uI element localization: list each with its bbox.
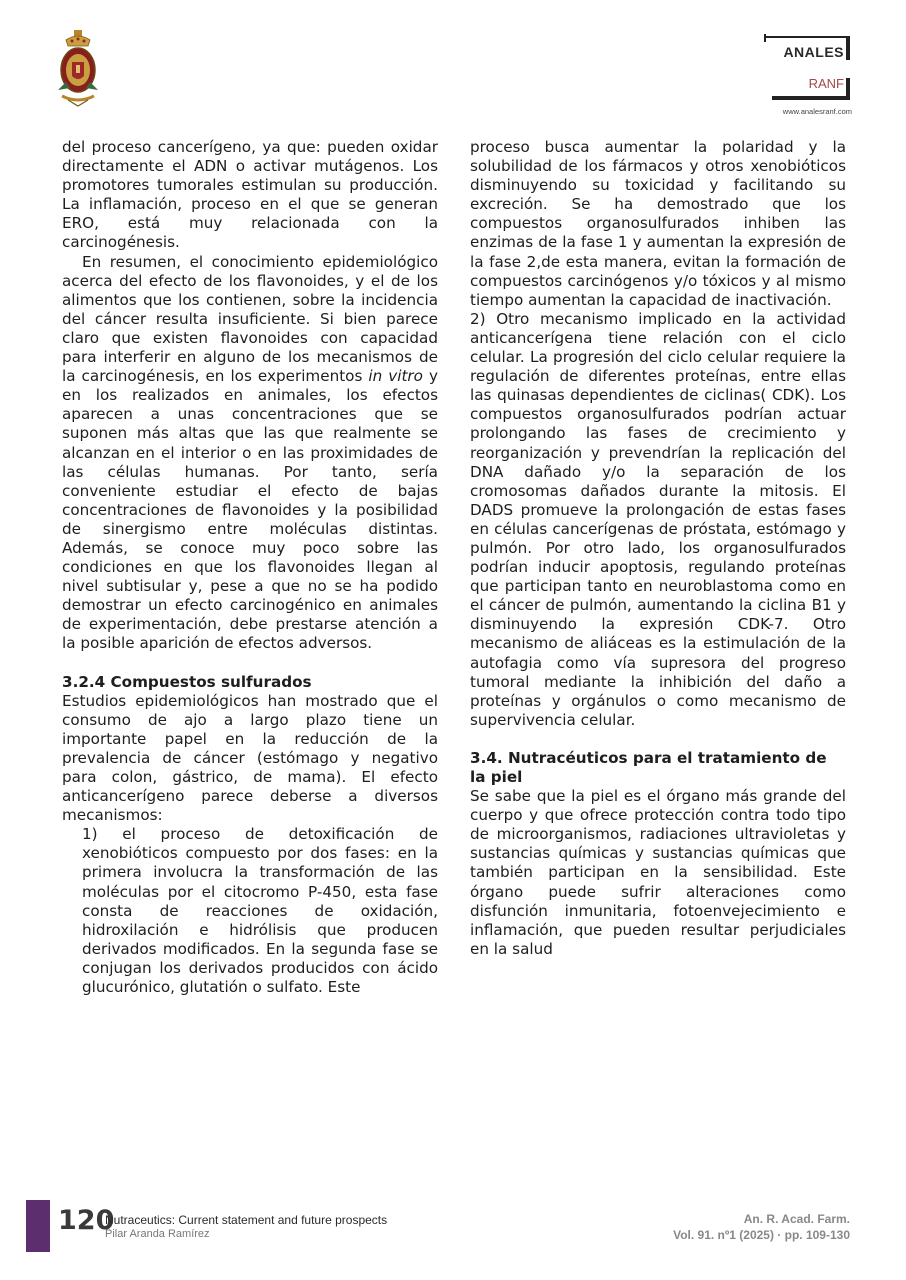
logo-text-ranf: RANF [808,76,844,91]
right-column [470,138,846,959]
paragraph-cell-cycle: 2) Otro mecanismo implicado en la actividad anticancerígena tiene relación con el ciclo celular. La progresión del ciclo celular requiere la regulación de diferentes proteínas, entre ellas las quinasas dependientes de ciclinas( CDK). Los compuestos organosulfurados podrían actuar prolongando las fases de crecimiento y reorganización y prevendrían la replicación del DNA dañado y/o la separación de los cromosomas dañados durante la mitosis. El DADS promueve la prolongación de estas fases en células cancerígenas de próstata, estómago y pulmón. Por otro lado, los organosulfurados podrían inducir apoptosis, regulando proteínas que participan tanto en neuroblastoma como en el cáncer de pulmón, aumentando la ciclina B1 y disminuyendo la expresión CDK-7. Otro mecanismo de aliáceas es la estimulación de la autofagia como vía supresora del progreso tumoral mediante la inhibición del daño a proteínas y orgánulos o como mecanismo de supervivencia celular. [470,309,846,729]
paragraph-detoxification: 1) el proceso de detoxificación de xenobióticos compuesto por dos fases: en la primera involucra la transformación de las moléculas por el citocromo P-450, esta fase consta de reacciones de oxidación, hidroxilación e hidrólisis que producen derivados modificados. En la segunda fase se conjugan los derivados producidos con ácido glucurónico, glutatión o sulfato. Este [82,825,438,997]
paragraph-epidemiology: Estudios epidemiológicos han mostrado que el consumo de ajo a largo plazo tiene un importante papel en la reducción de la prevalencia de cáncer (estómago y negativo para colon, gástrico, de mama). El efecto anticancerígeno parece deberse a diversos mecanismos: [62,691,438,825]
paragraph-summary-part1: En resumen, el conocimiento epidemiológico acerca del efecto de los flavonoides, y el de los alimentos que los contienen, sobre la incidencia del cáncer resulta insuficiente. Si bien parece claro que existen flavonoides con capacidad para interferir en alguno de los mecanismos de la carcinogénesis, en los experimentos [62,252,438,386]
journal-logo [742,34,852,116]
academy-crest-logo [52,30,104,108]
footer-accent-bar [26,1200,50,1252]
paragraph-summary-part2: y en los realizados en animales, los efectos aparecen a unas concentraciones que se suponen más altas que las que realmente se alcanzan en el interior o en las proximidades de las células humanas. Por tanto, sería conveniente estudiar el efecto de bajas concentraciones de flavonoides y la posibilidad de sinergismo entre moléculas distintas. Además, se conoce muy poco sobre las condiciones en que los flavonoides llegan al nivel subtisular y, pese a que no se ha podido demostrar un efecto carcinogénico en animales de experimentación, debe prestarse atención a la posible aparición de efectos adversos. [62,367,438,653]
paragraph-summary [62,253,438,654]
left-column [62,138,438,997]
page-number: 120 [58,1205,115,1236]
section-heading-skin: 3.4. Nutracéuticos para el tratamiento de la piel [470,748,827,786]
paragraph-skin: Se sabe que la piel es el órgano más grande del cuerpo y que ofrece protección contra todo tipo de microorganismos, radiaciones ultravioletas y sustancias químicas y sustancias químicas que también participan en la sensibilidad. Este órgano puede sufrir alteraciones como disfunción inmunitaria, fotoenvejecimiento e inflamación, que pueden resultar perjudiciales en la salud [470,787,846,958]
footer-volume: Vol. 91. nº1 (2025) · pp. 109-130 [673,1228,850,1242]
footer-author: Pilar Aranda Ramírez [105,1228,210,1240]
paragraph-cancer-process: del proceso cancerígeno, ya que: pueden oxidar directamente el ADN o activar mutágenos. Los promotores tumorales estimulan su producción. La inflamación, proceso en el que se generan ERO, está muy relacionada con la carcinogénesis. [62,138,438,252]
paragraph-polarity: proceso busca aumentar la polaridad y la solubilidad de los fármacos y otros xenobióticos disminuyendo su toxicidad y facilitando su excreción. Se ha demostrado que los compuestos organosulfurados inhiben las enzimas de la fase 1 y aumentan la expresión de la fase 2,de esta manera, evitan la formación de compuestos carcinógenos y/o tóxicos y al mismo tiempo aumentan la capacidad de inactivación. [470,138,846,309]
section-heading-sulfur-compounds: 3.2.4 Compuestos sulfurados [62,672,312,691]
logo-text-anales: ANALES [783,44,844,60]
footer-journal: An. R. Acad. Farm. [743,1212,850,1226]
footer-article-title: Nutraceutics: Current statement and future prospects [105,1213,388,1227]
logo-url[interactable]: www.analesranf.com [782,107,852,116]
in-vitro-term: in vitro [368,367,423,386]
